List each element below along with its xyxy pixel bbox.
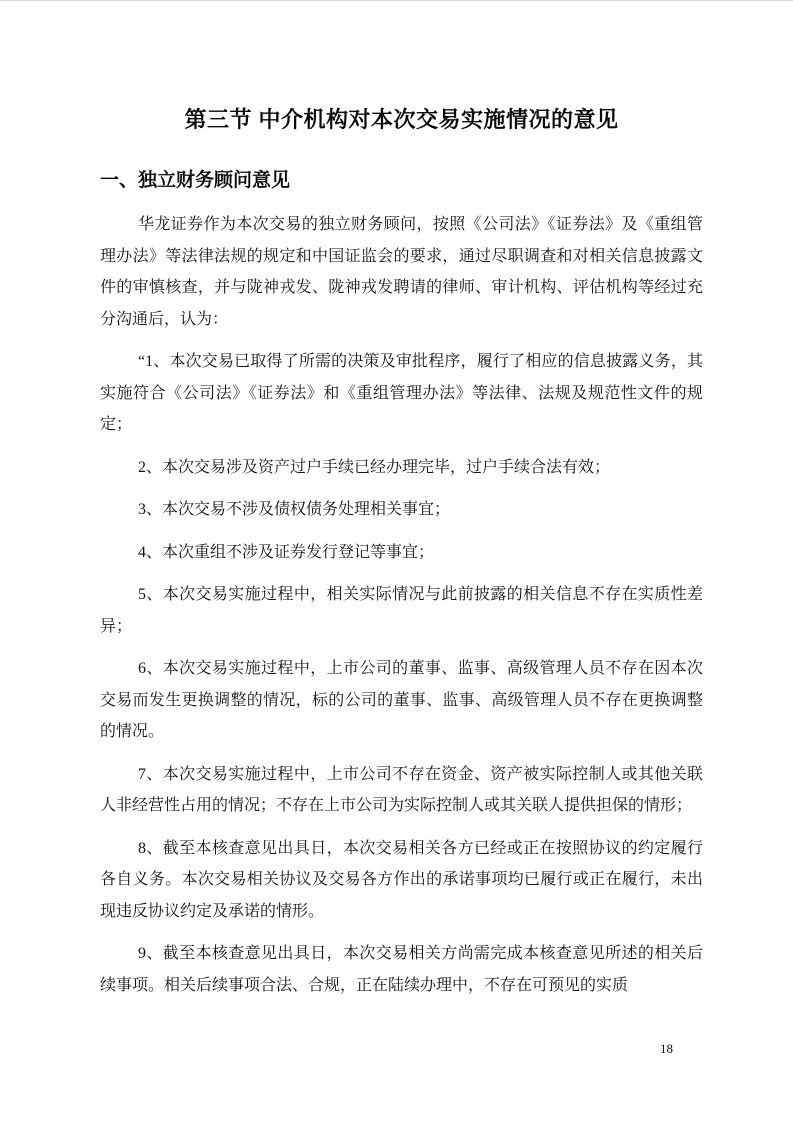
paragraph-item-8: 8、截至本核查意见出具日，本次交易相关各方已经或正在按照协议的约定履行各自义务。本次交易相关协议及交易各方作出的承诺事项均已履行或正在履行，未出现违反协议约定及承诺的情形。 <box>100 839 703 920</box>
paragraph-item-1: “1、本次交易已取得了所需的决策及审批程序，履行了相应的信息披露义务，其实施符合《公司法》《证券法》和《重组管理办法》等法律、法规及规范性文件的规定； <box>100 353 703 433</box>
paragraph-item-4: 4、本次重组不涉及证券发行登记等事宜； <box>138 543 435 561</box>
document-page <box>0 1 793 1122</box>
paragraph-item-6: 6、本次交易实施过程中，上市公司的董事、监事、高级管理人员不存在因本次交易而发生更换调整的情况，标的公司的董事、监事、高级管理人员不存在更换调整的情况。 <box>100 660 703 740</box>
paragraph-item-2: 2、本次交易涉及资产过户手续已经办理完毕，过户手续合法有效； <box>138 458 611 476</box>
document-title: 第三节 中介机构对本次交易实施情况的意见 <box>184 107 619 132</box>
paragraph-item-7: 7、本次交易实施过程中，上市公司不存在资金、资产被实际控制人或其他关联人非经营性占用的情况；不存在上市公司为实际控制人或其关联人提供担保的情形； <box>100 765 703 814</box>
paragraph-intro: 华龙证券作为本次交易的独立财务顾问，按照《公司法》《证券法》及《重组管理办法》等法律法规的规定和中国证监会的要求，通过尽职调查和对相关信息披露文件的审慎核查，并与陇神戎发、陇神戎发聘请的律师、审计机构、评估机构等经过充分沟通后，认为： <box>100 216 703 328</box>
paragraph-item-9: 9、截至本核查意见出具日，本次交易相关方尚需完成本核查意见所述的相关后续事项。相关后续事项合法、合规，正在陆续办理中，不存在可预见的实质 <box>100 945 703 994</box>
paragraph-item-5: 5、本次交易实施过程中，相关实际情况与此前披露的相关信息不存在实质性差异； <box>100 586 703 635</box>
document-body <box>100 209 703 1001</box>
paragraph-item-3: 3、本次交易不涉及债权债务处理相关事宜； <box>138 501 451 518</box>
page-number: 18 <box>660 1041 673 1056</box>
section-heading: 一、独立财务顾问意见 <box>100 170 291 191</box>
